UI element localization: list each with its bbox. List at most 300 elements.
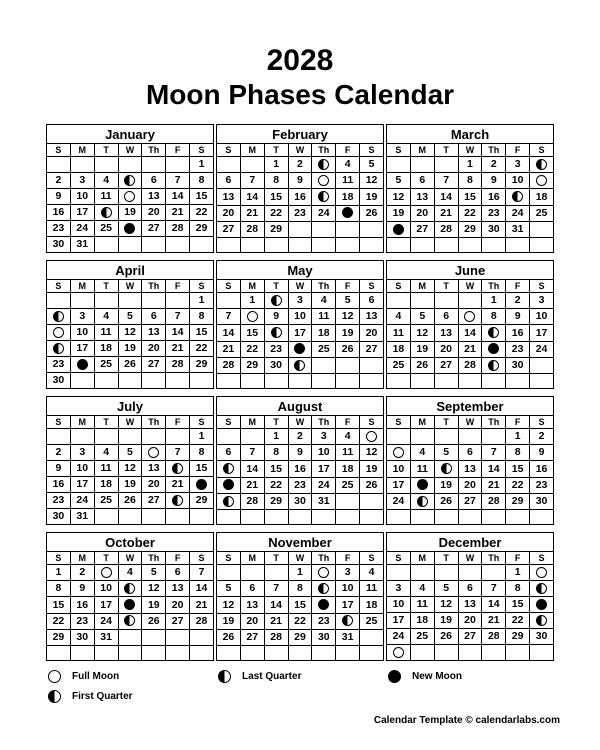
day-cell: 9: [288, 173, 312, 189]
day-cell: 28: [217, 357, 241, 373]
day-cell: 29: [506, 629, 530, 645]
day-cell: 15: [288, 597, 312, 613]
weekday-label: T: [434, 144, 458, 157]
day-cell: 13: [142, 325, 166, 341]
day-cell: 1: [264, 429, 288, 445]
day-cell: [240, 373, 264, 388]
day-cell: [190, 237, 214, 253]
weekday-label: T: [434, 416, 458, 429]
day-cell: 20: [240, 613, 264, 629]
day-cell: 26: [142, 613, 166, 629]
month-title: November: [217, 533, 384, 552]
day-cell: 23: [312, 613, 336, 629]
day-cell: 25: [387, 357, 411, 373]
day-cell: 22: [264, 205, 288, 221]
weekday-label: W: [288, 416, 312, 429]
day-cell: 15: [47, 597, 71, 613]
day-cell: 6: [458, 581, 482, 597]
day-cell: [118, 581, 142, 597]
day-cell: 16: [288, 189, 312, 205]
day-cell: 22: [190, 341, 214, 357]
day-cell: 28: [240, 221, 264, 237]
day-cell: 26: [118, 493, 142, 509]
day-cell: [410, 373, 434, 388]
day-cell: [94, 565, 118, 581]
last-quarter-icon: [488, 327, 499, 338]
weekday-label: M: [70, 144, 94, 157]
day-cell: 20: [458, 613, 482, 629]
day-cell: [530, 613, 554, 629]
day-cell: 12: [118, 461, 142, 477]
day-cell: [70, 429, 94, 445]
day-cell: 27: [458, 493, 482, 509]
day-cell: 11: [410, 597, 434, 613]
day-cell: [264, 373, 288, 388]
day-cell: [312, 581, 336, 597]
first-quarter-icon: [223, 496, 234, 507]
day-cell: [142, 293, 166, 309]
weekday-label: T: [94, 552, 118, 565]
day-cell: 8: [506, 581, 530, 597]
last-quarter-icon: [101, 207, 112, 218]
day-cell: 3: [506, 157, 530, 173]
day-cell: [190, 509, 214, 525]
day-cell: [118, 221, 142, 237]
day-cell: 11: [94, 189, 118, 205]
day-cell: [166, 645, 190, 660]
day-cell: [360, 429, 384, 445]
day-cell: [434, 157, 458, 173]
day-cell: [410, 157, 434, 173]
weekday-label: S: [530, 144, 554, 157]
day-cell: 30: [47, 509, 71, 525]
day-cell: [142, 645, 166, 660]
day-cell: [217, 429, 241, 445]
legend-last-quarter: [218, 670, 388, 683]
day-cell: 10: [70, 189, 94, 205]
full-moon-icon: [536, 567, 547, 578]
day-cell: 18: [336, 189, 360, 205]
new-moon-icon: [124, 599, 135, 610]
weekday-label: F: [336, 280, 360, 293]
weekday-label: S: [387, 144, 411, 157]
weekday-label: T: [264, 144, 288, 157]
day-cell: [530, 357, 554, 373]
day-cell: 22: [190, 205, 214, 221]
day-cell: 11: [410, 461, 434, 477]
day-cell: 1: [458, 157, 482, 173]
weekday-label: T: [264, 552, 288, 565]
day-cell: [410, 493, 434, 509]
legend-label: Full Moon: [72, 671, 120, 682]
legend-label: First Quarter: [72, 691, 133, 702]
day-cell: [217, 461, 241, 477]
month-title: September: [387, 397, 554, 416]
day-cell: 25: [410, 629, 434, 645]
day-cell: 19: [387, 205, 411, 221]
day-cell: 25: [94, 493, 118, 509]
footer-credit: Calendar Template © calendarlabs.com: [373, 715, 560, 726]
day-cell: [336, 373, 360, 388]
day-cell: 8: [264, 173, 288, 189]
day-cell: 13: [166, 581, 190, 597]
day-cell: 7: [166, 309, 190, 325]
day-cell: [118, 613, 142, 629]
day-cell: 1: [482, 293, 506, 309]
legend-label: New Moon: [412, 671, 462, 682]
day-cell: 4: [387, 309, 411, 325]
day-cell: 28: [482, 493, 506, 509]
day-cell: 6: [410, 173, 434, 189]
last-quarter-icon: [512, 191, 523, 202]
day-cell: [288, 341, 312, 357]
day-cell: 2: [482, 157, 506, 173]
weekday-label: M: [240, 144, 264, 157]
day-cell: 25: [94, 221, 118, 237]
day-cell: 1: [264, 157, 288, 173]
day-cell: [264, 565, 288, 581]
day-cell: [312, 645, 336, 660]
day-cell: 20: [166, 597, 190, 613]
weekday-label: M: [410, 144, 434, 157]
day-cell: [118, 189, 142, 205]
day-cell: 24: [312, 477, 336, 493]
day-cell: [360, 645, 384, 660]
day-cell: [458, 565, 482, 581]
day-cell: 17: [336, 597, 360, 613]
weekday-label: S: [360, 144, 384, 157]
day-cell: 19: [142, 597, 166, 613]
day-cell: 10: [336, 581, 360, 597]
day-cell: [118, 157, 142, 173]
weekday-label: M: [410, 280, 434, 293]
day-cell: 22: [288, 613, 312, 629]
day-cell: [530, 645, 554, 661]
weekday-label: T: [94, 416, 118, 429]
day-cell: [410, 645, 434, 661]
day-cell: 16: [288, 461, 312, 477]
day-cell: [410, 477, 434, 493]
day-cell: 17: [70, 341, 94, 357]
day-cell: 21: [166, 341, 190, 357]
weekday-label: S: [190, 280, 214, 293]
weekday-label: S: [217, 416, 241, 429]
full-moon-icon: [536, 175, 547, 186]
full-moon-icon: [464, 311, 475, 322]
weekday-label: T: [264, 416, 288, 429]
day-cell: [387, 445, 411, 461]
day-cell: 10: [387, 597, 411, 613]
day-cell: 5: [336, 293, 360, 309]
day-cell: 29: [288, 629, 312, 645]
day-cell: [312, 509, 336, 524]
day-cell: [47, 341, 71, 357]
first-quarter-icon: [536, 615, 547, 626]
weekday-label: S: [387, 280, 411, 293]
day-cell: 10: [530, 309, 554, 325]
day-cell: [336, 205, 360, 221]
day-cell: [190, 629, 214, 645]
day-cell: 15: [506, 597, 530, 613]
day-cell: 13: [434, 325, 458, 341]
day-cell: 8: [47, 581, 71, 597]
day-cell: [530, 237, 554, 252]
full-moon-icon: [366, 431, 377, 442]
day-cell: 16: [70, 597, 94, 613]
day-cell: 27: [240, 629, 264, 645]
month-january: [46, 124, 214, 253]
first-quarter-icon: [417, 496, 428, 507]
day-cell: [118, 629, 142, 645]
day-cell: 1: [190, 157, 214, 173]
day-cell: 5: [410, 309, 434, 325]
month-title: July: [47, 397, 214, 416]
day-cell: 18: [94, 477, 118, 493]
day-cell: 2: [47, 445, 71, 461]
day-cell: 23: [506, 341, 530, 357]
day-cell: [166, 237, 190, 253]
day-cell: 3: [288, 293, 312, 309]
day-cell: 13: [217, 189, 241, 205]
day-cell: 1: [506, 565, 530, 581]
day-cell: [336, 221, 360, 237]
day-cell: 5: [434, 445, 458, 461]
day-cell: [434, 373, 458, 388]
day-cell: [94, 205, 118, 221]
day-cell: [240, 237, 264, 252]
page-header: [0, 0, 600, 112]
day-cell: 24: [530, 341, 554, 357]
day-cell: [217, 493, 241, 509]
day-cell: [264, 645, 288, 660]
weekday-label: F: [166, 552, 190, 565]
day-cell: [142, 373, 166, 389]
day-cell: [458, 309, 482, 325]
day-cell: 12: [387, 189, 411, 205]
month-march: [386, 124, 554, 253]
day-cell: 3: [530, 293, 554, 309]
new-moon-icon: [342, 207, 353, 218]
day-cell: [387, 645, 411, 661]
day-cell: 30: [530, 629, 554, 645]
day-cell: 8: [506, 445, 530, 461]
day-cell: 14: [264, 597, 288, 613]
new-moon-icon: [196, 479, 207, 490]
day-cell: 25: [336, 477, 360, 493]
day-cell: 31: [506, 221, 530, 237]
day-cell: 14: [166, 189, 190, 205]
day-cell: [166, 461, 190, 477]
weekday-label: W: [458, 416, 482, 429]
day-cell: [94, 373, 118, 389]
month-july: [46, 396, 214, 525]
day-cell: [240, 157, 264, 173]
day-cell: [240, 565, 264, 581]
day-cell: [360, 509, 384, 524]
day-cell: [482, 373, 506, 388]
day-cell: 5: [360, 157, 384, 173]
first-quarter-icon: [53, 311, 64, 322]
day-cell: 28: [482, 629, 506, 645]
weekday-label: M: [240, 280, 264, 293]
day-cell: 4: [336, 157, 360, 173]
day-cell: [288, 237, 312, 252]
day-cell: 22: [240, 341, 264, 357]
day-cell: 8: [458, 173, 482, 189]
weekday-label: S: [360, 280, 384, 293]
day-cell: [94, 429, 118, 445]
weekday-label: S: [360, 416, 384, 429]
day-cell: [360, 237, 384, 252]
day-cell: [288, 221, 312, 237]
last-quarter-icon: [53, 343, 64, 354]
day-cell: [482, 645, 506, 661]
day-cell: 5: [118, 309, 142, 325]
last-quarter-icon: [441, 463, 452, 474]
weekday-label: T: [94, 280, 118, 293]
day-cell: 14: [434, 189, 458, 205]
weekday-label: S: [360, 552, 384, 565]
day-cell: 5: [142, 565, 166, 581]
day-cell: 17: [70, 477, 94, 493]
day-cell: 30: [530, 493, 554, 509]
day-cell: 15: [264, 189, 288, 205]
day-cell: 17: [94, 597, 118, 613]
day-cell: [530, 373, 554, 388]
day-cell: 1: [190, 293, 214, 309]
day-cell: 1: [506, 429, 530, 445]
day-cell: 23: [47, 357, 71, 373]
day-cell: 19: [118, 205, 142, 221]
day-cell: 14: [166, 325, 190, 341]
full-moon-icon: [101, 567, 112, 578]
day-cell: [434, 237, 458, 252]
day-cell: 18: [530, 189, 554, 205]
weekday-label: S: [47, 144, 71, 157]
day-cell: 13: [142, 189, 166, 205]
weekday-label: Th: [312, 144, 336, 157]
weekday-label: F: [166, 416, 190, 429]
day-cell: [217, 157, 241, 173]
day-cell: [142, 157, 166, 173]
day-cell: 17: [530, 325, 554, 341]
day-cell: 24: [70, 493, 94, 509]
day-cell: 4: [94, 309, 118, 325]
weekday-label: M: [240, 552, 264, 565]
day-cell: 15: [190, 461, 214, 477]
weekday-label: Th: [142, 144, 166, 157]
day-cell: 27: [166, 613, 190, 629]
day-cell: [166, 509, 190, 525]
day-cell: 29: [190, 357, 214, 373]
day-cell: 12: [336, 309, 360, 325]
day-cell: 29: [190, 493, 214, 509]
day-cell: 8: [288, 581, 312, 597]
day-cell: [410, 429, 434, 445]
day-cell: 4: [312, 293, 336, 309]
day-cell: 31: [94, 629, 118, 645]
day-cell: 22: [264, 477, 288, 493]
day-cell: [312, 565, 336, 581]
day-cell: [166, 157, 190, 173]
day-cell: [410, 237, 434, 252]
day-cell: 1: [288, 565, 312, 581]
day-cell: [482, 341, 506, 357]
day-cell: 22: [506, 613, 530, 629]
day-cell: [94, 157, 118, 173]
day-cell: 2: [70, 565, 94, 581]
day-cell: [387, 373, 411, 388]
day-cell: 27: [410, 221, 434, 237]
weekday-label: S: [190, 144, 214, 157]
day-cell: 25: [312, 341, 336, 357]
day-cell: [166, 293, 190, 309]
day-cell: 15: [458, 189, 482, 205]
day-cell: [410, 509, 434, 524]
day-cell: [434, 509, 458, 524]
day-cell: [482, 325, 506, 341]
legend-column: [388, 670, 558, 703]
weekday-label: Th: [482, 416, 506, 429]
months-grid: [0, 112, 600, 661]
day-cell: [387, 509, 411, 524]
day-cell: [506, 373, 530, 388]
day-cell: [506, 237, 530, 252]
day-cell: [94, 509, 118, 525]
day-cell: 12: [360, 445, 384, 461]
day-cell: 9: [47, 461, 71, 477]
weekday-label: S: [530, 280, 554, 293]
day-cell: 28: [240, 493, 264, 509]
day-cell: 21: [240, 477, 264, 493]
day-cell: 8: [482, 309, 506, 325]
legend-first-quarter: [48, 690, 218, 703]
day-cell: [118, 373, 142, 389]
day-cell: 8: [190, 445, 214, 461]
day-cell: 13: [142, 461, 166, 477]
weekday-label: F: [336, 416, 360, 429]
legend-column: [218, 670, 388, 703]
day-cell: 22: [47, 613, 71, 629]
month-title: May: [217, 261, 384, 280]
day-cell: [336, 357, 360, 373]
weekday-label: Th: [482, 552, 506, 565]
month-title: August: [217, 397, 384, 416]
month-october: [46, 532, 214, 661]
day-cell: 14: [240, 461, 264, 477]
day-cell: [240, 509, 264, 524]
day-cell: 18: [387, 341, 411, 357]
day-cell: 10: [70, 325, 94, 341]
new-moon-icon: [393, 224, 404, 235]
day-cell: 8: [190, 173, 214, 189]
day-cell: 10: [387, 461, 411, 477]
day-cell: 26: [360, 205, 384, 221]
day-cell: 27: [142, 221, 166, 237]
last-quarter-icon: [318, 191, 329, 202]
day-cell: 9: [47, 189, 71, 205]
day-cell: 7: [166, 173, 190, 189]
day-cell: 5: [217, 581, 241, 597]
day-cell: [47, 429, 71, 445]
weekday-label: M: [70, 280, 94, 293]
weekday-label: M: [70, 552, 94, 565]
day-cell: [458, 293, 482, 309]
weekday-label: W: [288, 280, 312, 293]
month-title: February: [217, 125, 384, 144]
day-cell: 3: [70, 445, 94, 461]
month-may: [216, 260, 384, 389]
